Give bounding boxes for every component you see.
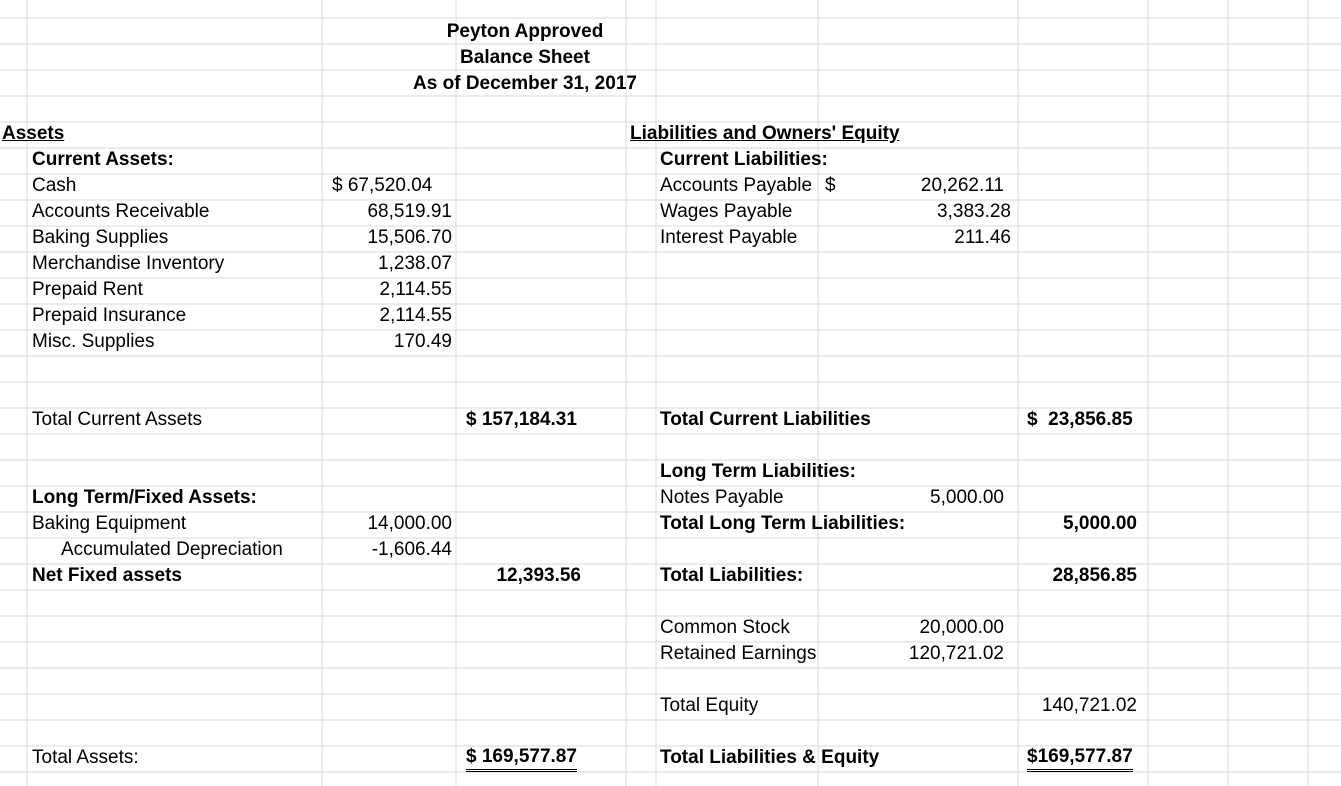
total-assets-label: Total Assets: — [32, 747, 139, 768]
total-current-liabilities-label: Total Current Liabilities — [660, 409, 871, 430]
asset-value: 15,506.70 — [367, 227, 452, 248]
current-assets-heading: Current Assets: — [32, 149, 174, 170]
asset-value: $ 67,520.04 — [332, 175, 433, 196]
retained-earnings-label: Retained Earnings — [660, 643, 817, 664]
total-assets-value: $ 169,577.87 — [466, 747, 577, 772]
interest-payable-value: 211.46 — [954, 227, 1011, 248]
asset-label: Accounts Receivable — [32, 201, 210, 222]
accumulated-depreciation-value: -1,606.44 — [371, 539, 452, 560]
asset-label: Cash — [32, 175, 77, 196]
asset-value: 1,238.07 — [378, 253, 452, 274]
total-liabilities-label: Total Liabilities: — [660, 565, 804, 586]
asset-value: 2,114.55 — [379, 305, 452, 326]
accounts-payable-dollar: $ — [825, 175, 836, 196]
net-fixed-assets-label: Net Fixed assets — [32, 565, 182, 586]
asset-label: Prepaid Insurance — [32, 305, 187, 326]
total-long-term-liabilities-value: 5,000.00 — [1063, 513, 1137, 534]
current-liabilities-heading: Current Liabilities: — [660, 149, 828, 170]
net-fixed-assets-value: 12,393.56 — [496, 565, 581, 586]
accounts-payable-label: Accounts Payable — [660, 175, 813, 196]
company-name: Peyton Approved — [446, 21, 604, 42]
notes-payable-value: 5,000.00 — [930, 487, 1004, 508]
asset-label: Prepaid Rent — [32, 279, 143, 300]
baking-equipment-value: 14,000.00 — [367, 513, 452, 534]
wages-payable-value: 3,383.28 — [937, 201, 1011, 222]
accounts-payable-value: 20,262.11 — [920, 175, 1004, 196]
total-liabilities-value: 28,856.85 — [1052, 565, 1137, 586]
notes-payable-label: Notes Payable — [660, 487, 784, 508]
total-equity-label: Total Equity — [660, 695, 759, 716]
retained-earnings-value: 120,721.02 — [908, 643, 1004, 664]
asset-value: 170.49 — [393, 331, 452, 352]
interest-payable-label: Interest Payable — [660, 227, 798, 248]
assets-heading: Assets — [2, 123, 65, 144]
total-current-assets-value: $ 157,184.31 — [466, 409, 577, 430]
wages-payable-label: Wages Payable — [660, 201, 793, 222]
asset-label: Misc. Supplies — [32, 331, 155, 352]
common-stock-label: Common Stock — [660, 617, 790, 638]
asset-label: Baking Supplies — [32, 227, 169, 248]
total-current-assets-label: Total Current Assets — [32, 409, 203, 430]
asset-label: Merchandise Inventory — [32, 253, 225, 274]
liabilities-equity-heading: Liabilities and Owners' Equity — [630, 123, 900, 144]
total-current-liabilities-value: $ 23,856.85 — [1027, 409, 1133, 430]
report-date: As of December 31, 2017 — [413, 73, 637, 94]
total-liabilities-equity-label: Total Liabilities & Equity — [660, 747, 880, 768]
accumulated-depreciation-label: Accumulated Depreciation — [61, 539, 283, 560]
long-term-liabilities-heading: Long Term Liabilities: — [660, 461, 856, 482]
asset-value: 2,114.55 — [379, 279, 452, 300]
baking-equipment-label: Baking Equipment — [32, 513, 187, 534]
fixed-assets-heading: Long Term/Fixed Assets: — [32, 487, 257, 508]
report-title: Balance Sheet — [460, 47, 590, 68]
asset-value: 68,519.91 — [367, 201, 452, 222]
total-liabilities-equity-value: $169,577.87 — [1027, 747, 1133, 772]
total-long-term-liabilities-label: Total Long Term Liabilities: — [660, 513, 906, 534]
common-stock-value: 20,000.00 — [919, 617, 1004, 638]
total-equity-value: 140,721.02 — [1041, 695, 1137, 716]
